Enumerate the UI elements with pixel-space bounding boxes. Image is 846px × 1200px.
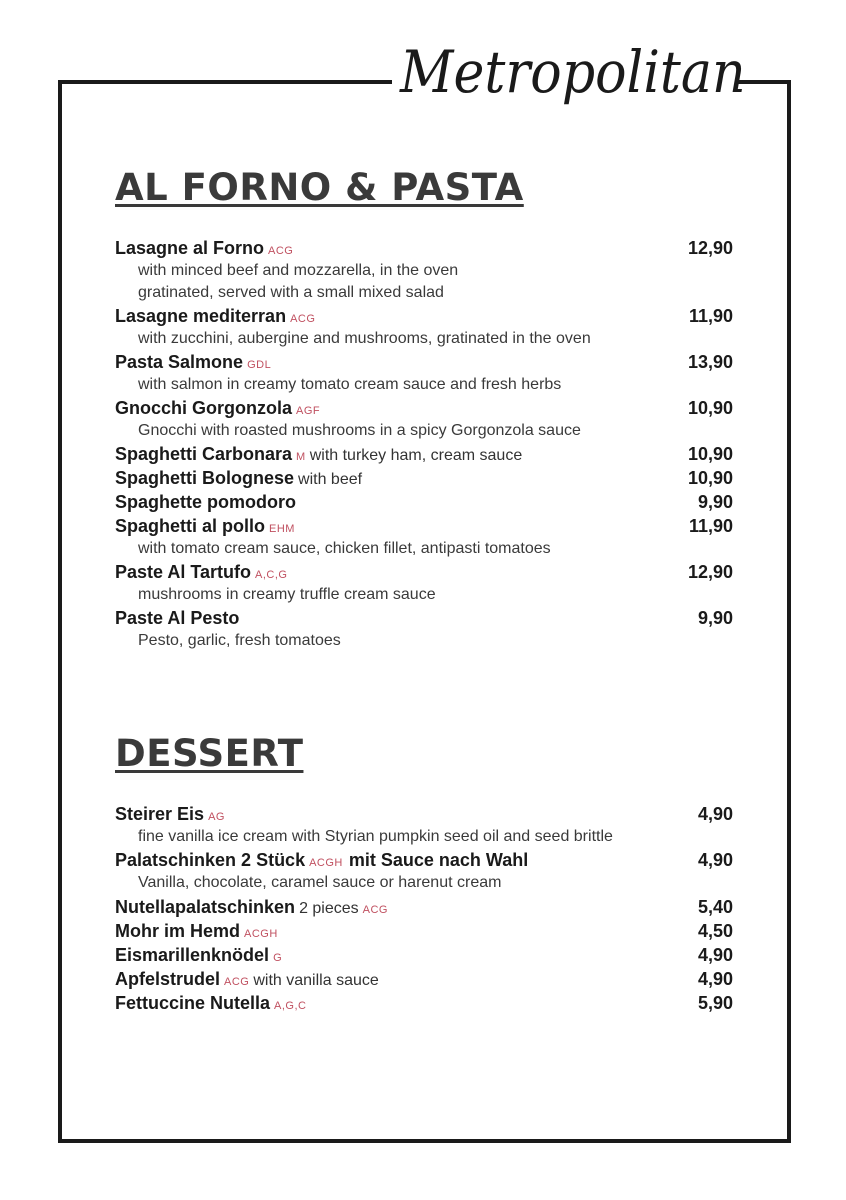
item-price: 4,90 (697, 850, 733, 870)
menu-item-row (115, 919, 733, 943)
item-name: Spaghetti al pollo (115, 516, 266, 536)
item-price: 12,90 (687, 562, 733, 582)
menu-item (115, 895, 733, 919)
item-name: Gnocchi Gorgonzola (115, 398, 293, 418)
allergen-codes: AGF (296, 405, 321, 417)
item-price: 4,90 (697, 969, 733, 989)
menu-item-row (115, 560, 733, 584)
menu-item-row (115, 802, 733, 826)
menu-item-row (115, 943, 733, 967)
menu-item (115, 304, 733, 350)
item-name: Nutellapalatschinken (115, 897, 296, 917)
item-name: Lasagne mediterran (115, 306, 287, 326)
allergen-codes: ACGH (309, 857, 343, 869)
allergen-codes: ACG (290, 313, 316, 325)
menu-item (115, 802, 733, 848)
item-description: gratinated, served with a small mixed salad (138, 284, 444, 301)
item-price: 4,90 (697, 945, 733, 965)
item-price: 4,90 (697, 804, 733, 824)
menu-item (115, 490, 733, 514)
menu-item (115, 606, 733, 652)
item-description: fine vanilla ice cream with Styrian pumpkin seed oil and seed brittle (138, 828, 613, 845)
menu-item-row (115, 967, 733, 991)
menu-item-row (115, 848, 733, 872)
item-description: mushrooms in creamy truffle cream sauce (138, 586, 436, 603)
item-note: with beef (298, 471, 363, 488)
logo (392, 34, 746, 134)
item-price: 10,90 (687, 444, 733, 464)
allergen-codes: G (273, 952, 283, 964)
menu-item (115, 236, 733, 304)
menu-item (115, 919, 733, 943)
allergen-codes: A,G,C (274, 1000, 307, 1012)
allergen-codes: EHM (269, 523, 295, 535)
item-name: Spaghetti Carbonara (115, 444, 293, 464)
item-name: Eismarillenknödel (115, 945, 270, 965)
menu-item (115, 991, 733, 1015)
item-name: Spaghette pomodoro (115, 492, 296, 512)
section-title: AL FORNO & PASTA (115, 166, 524, 209)
menu-item-row (115, 490, 733, 514)
allergen-codes: M (296, 451, 306, 463)
menu-item-row (115, 236, 733, 260)
item-price: 9,90 (697, 492, 733, 512)
item-price: 10,90 (687, 398, 733, 418)
menu-item-row (115, 514, 733, 538)
menu-item (115, 442, 733, 466)
menu-item (115, 560, 733, 606)
item-price: 5,40 (697, 897, 733, 917)
menu-item (115, 514, 733, 560)
item-price: 10,90 (687, 468, 733, 488)
item-description: with tomato cream sauce, chicken fillet, antipasti tomatoes (138, 540, 551, 557)
item-note: 2 pieces (299, 900, 359, 917)
item-name: Spaghetti Bolognese (115, 468, 295, 488)
item-price: 5,90 (697, 993, 733, 1013)
item-price: 12,90 (687, 238, 733, 258)
menu-item-row (115, 991, 733, 1015)
allergen-codes: ACG (224, 976, 250, 988)
allergen-codes: AG (208, 811, 225, 823)
allergen-codes: ACG (362, 904, 388, 916)
menu-item-row (115, 304, 733, 328)
section-title: DESSERT (115, 732, 304, 775)
item-description: Vanilla, chocolate, caramel sauce or harenut cream (138, 874, 502, 891)
menu-item-row (115, 895, 733, 919)
item-name: Lasagne al Forno (115, 238, 265, 258)
item-note: with turkey ham, cream sauce (309, 447, 523, 464)
menu-item (115, 848, 733, 894)
menu-item-row (115, 442, 733, 466)
allergen-codes: GDL (247, 359, 272, 371)
item-description: with salmon in creamy tomato cream sauce and fresh herbs (138, 376, 562, 393)
allergen-codes: ACG (268, 245, 294, 257)
allergen-codes: A,C,G (255, 569, 288, 581)
item-price: 11,90 (688, 306, 733, 326)
menu-item-row (115, 606, 733, 630)
item-price: 4,50 (697, 921, 733, 941)
item-description: with minced beef and mozzarella, in the oven (138, 262, 459, 279)
item-name: Mohr im Hemd (115, 921, 241, 941)
item-name: Steirer Eis (115, 804, 205, 824)
item-name: Palatschinken 2 Stück (115, 850, 306, 870)
item-description: Pesto, garlic, fresh tomatoes (138, 632, 341, 649)
item-name: Paste Al Pesto (115, 608, 240, 628)
item-name-suffix: mit Sauce nach Wahl (348, 850, 529, 870)
item-note: with vanilla sauce (253, 972, 379, 989)
item-description: with zucchini, aubergine and mushrooms, gratinated in the oven (138, 330, 591, 347)
menu-item (115, 350, 733, 396)
item-name: Pasta Salmone (115, 352, 244, 372)
menu-item (115, 466, 733, 490)
item-name: Apfelstrudel (115, 969, 221, 989)
item-price: 9,90 (697, 608, 733, 628)
item-name: Fettuccine Nutella (115, 993, 271, 1013)
menu-item-row (115, 350, 733, 374)
menu-item-row (115, 466, 733, 490)
item-name: Paste Al Tartufo (115, 562, 252, 582)
allergen-codes: ACGH (244, 928, 278, 940)
item-price: 13,90 (687, 352, 733, 372)
menu-item-row (115, 396, 733, 420)
item-price: 11,90 (688, 516, 733, 536)
item-description: Gnocchi with roasted mushrooms in a spicy Gorgonzola sauce (138, 422, 581, 439)
menu-item (115, 943, 733, 967)
menu-item (115, 967, 733, 991)
logo-text: Metropolitan (400, 38, 746, 106)
menu-item (115, 396, 733, 442)
